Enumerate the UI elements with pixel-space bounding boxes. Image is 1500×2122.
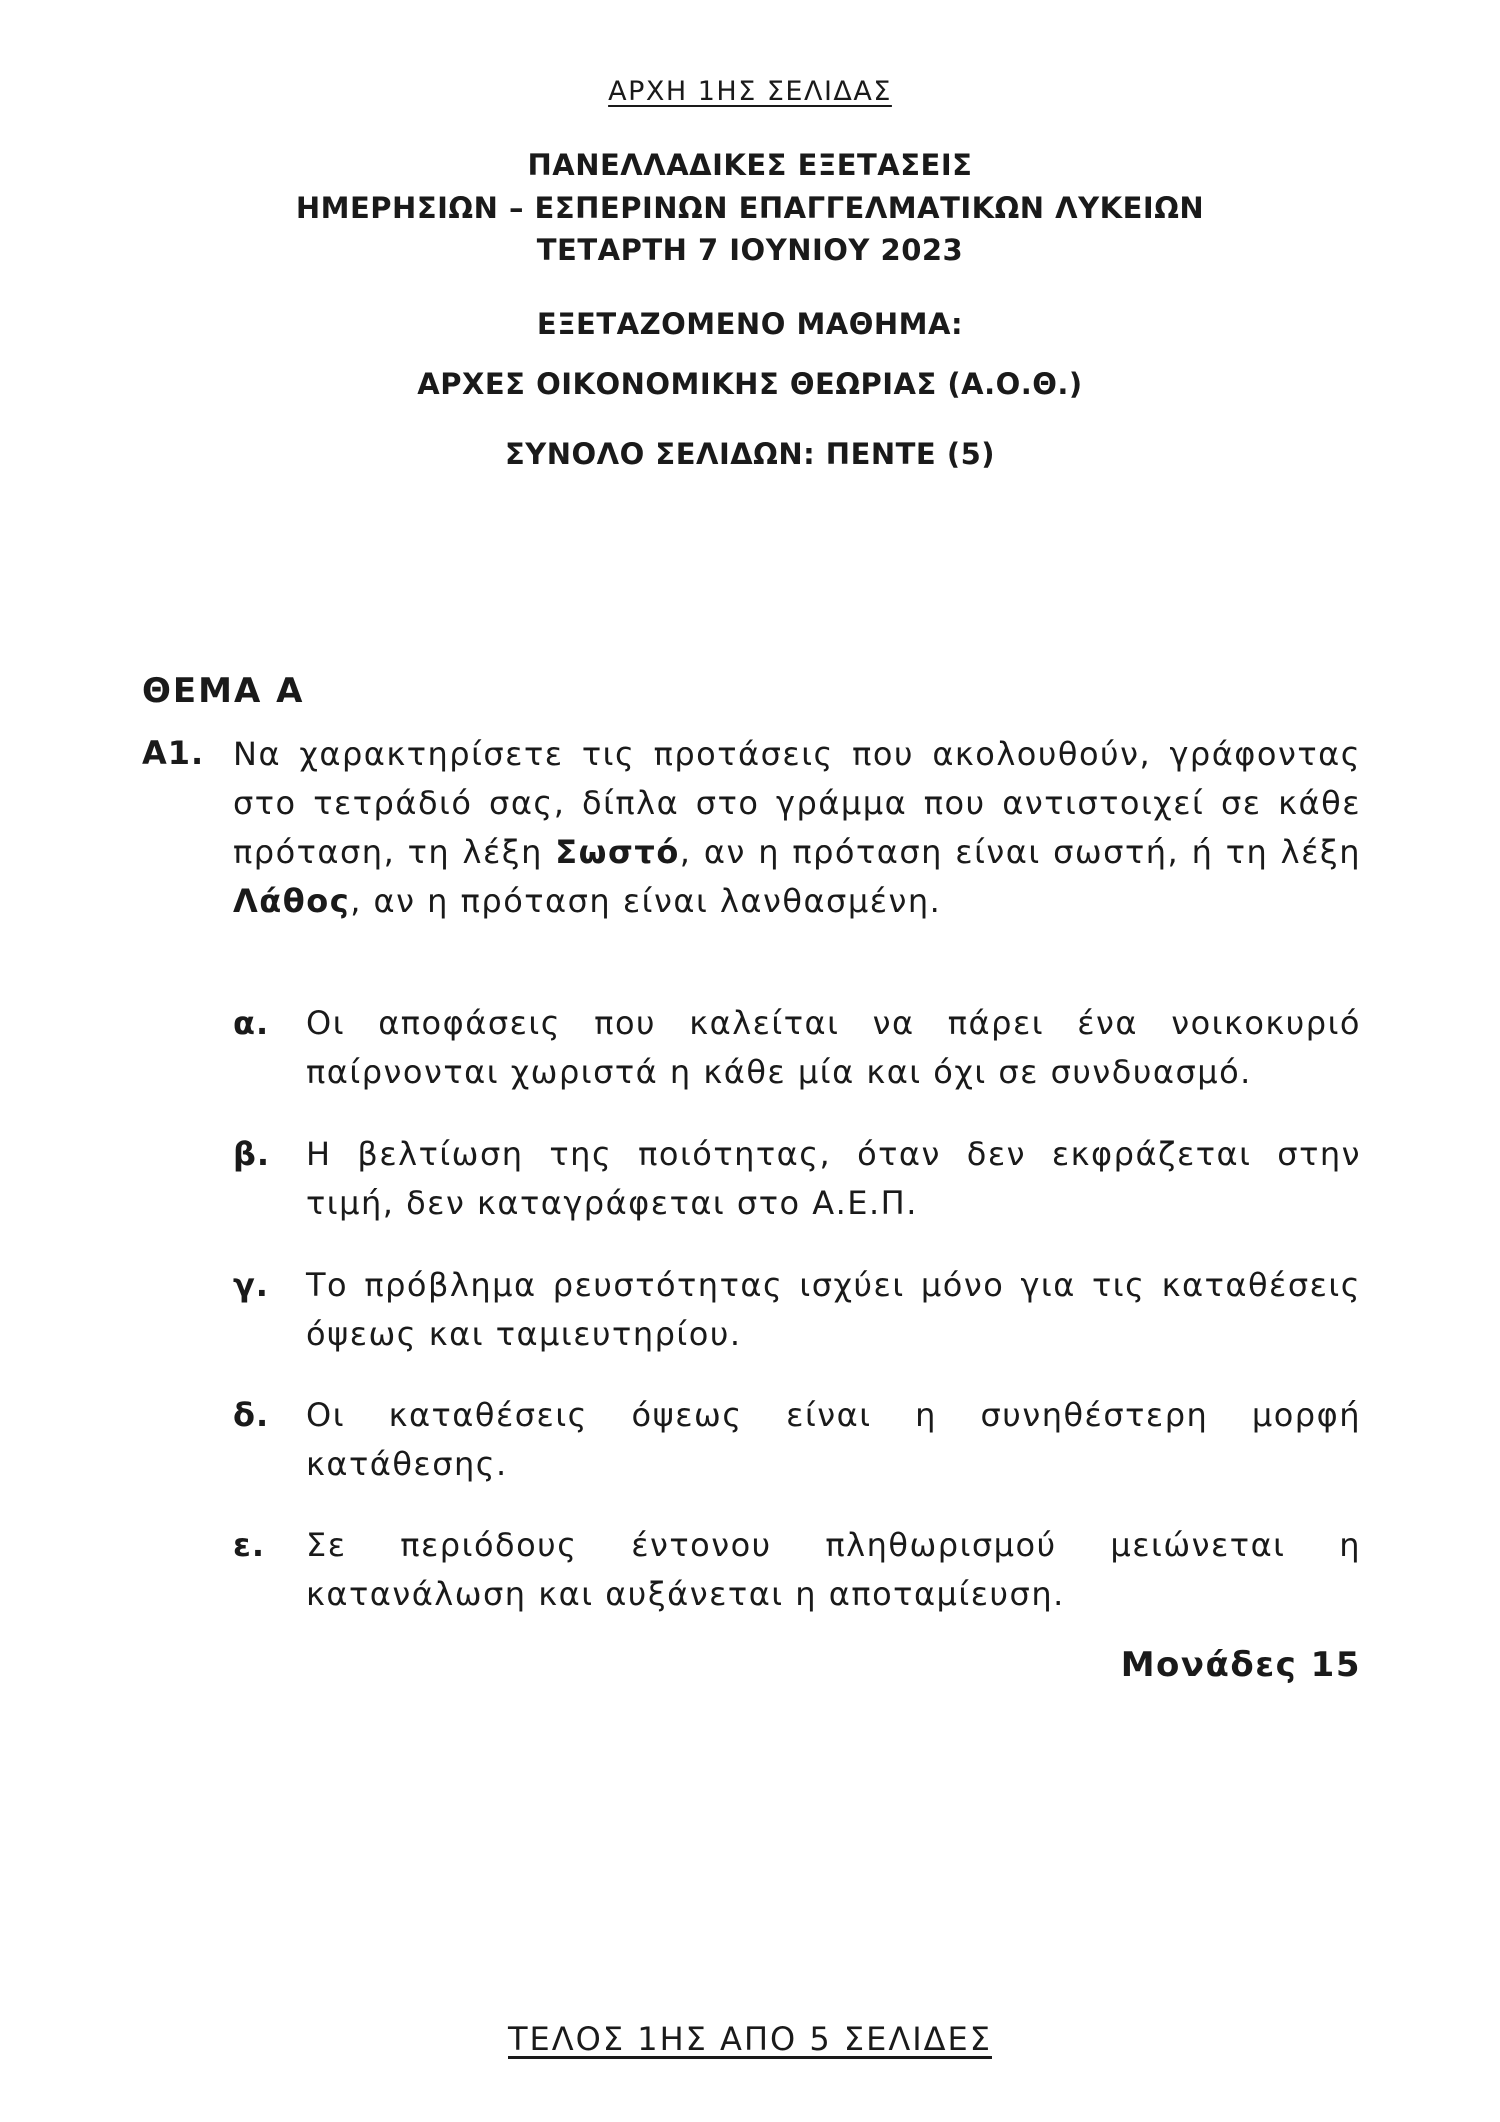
subject-name: ΑΡΧΕΣ ΟΙΚΟΝΟΜΙΚΗΣ ΘΕΩΡΙΑΣ (Α.Ο.Θ.): [417, 367, 1083, 401]
word-correct: Σωστό: [555, 833, 680, 871]
item-text: Το πρόβλημα ρευστότητας ισχύει μόνο για τις καταθέσεις όψεως και ταμιευτηρίου.: [306, 1266, 1361, 1353]
question-instructions: [233, 730, 1361, 926]
item-marker: ε.: [233, 1526, 265, 1564]
page-end-marker: ΤΕΛΟΣ 1ΗΣ ΑΠΟ 5 ΣΕΛΙΔΕΣ: [508, 2020, 992, 2058]
exam-title: ΠΑΝΕΛΛΑΔΙΚΕΣ ΕΞΕΤΑΣΕΙΣ: [527, 148, 973, 182]
item-marker: β.: [233, 1135, 271, 1173]
item-marker: α.: [233, 1004, 270, 1042]
item-marker: γ.: [233, 1266, 269, 1304]
word-wrong: Λάθος: [233, 882, 351, 920]
item-text: Οι καταθέσεις όψεως είναι η συνηθέστερη μορφή κατάθεσης.: [306, 1396, 1361, 1483]
instructions-part-3: , αν η πρόταση είναι λανθασμένη.: [350, 882, 942, 920]
page-start-marker: ΑΡΧΗ 1ΗΣ ΣΕΛΙΔΑΣ: [608, 76, 892, 107]
item-text: Η βελτίωση της ποιότητας, όταν δεν εκφράζεται στην τιμή, δεν καταγράφεται στο Α.Ε.Π.: [306, 1135, 1361, 1222]
points-value: Μονάδες 15: [1120, 1645, 1361, 1685]
subject-label: ΕΞΕΤΑΖΟΜΕΝΟ ΜΑΘΗΜΑ:: [536, 307, 964, 341]
exam-date: ΤΕΤΑΡΤΗ 7 ΙΟΥΝΙΟΥ 2023: [536, 233, 964, 267]
total-pages: ΣΥΝΟΛΟ ΣΕΛΙΔΩΝ: ΠΕΝΤΕ (5): [504, 437, 996, 471]
instructions-part-2: , αν η πρόταση είναι σωστή, ή τη λέξη: [679, 833, 1362, 871]
instructions-part-1: Να χαρακτηρίσετε τις προτάσεις που ακολουθούν, γράφοντας στο τετράδιό σας, δίπλα στο γράμμα που αντιστοιχεί σε κάθε πρόταση, τη λέξη: [233, 735, 1361, 871]
item-text: Οι αποφάσεις που καλείται να πάρει ένα νοικοκυριό παίρνονται χωριστά η κάθε μία και όχι σε συνδυασμό.: [306, 1004, 1361, 1091]
item-marker: δ.: [233, 1396, 270, 1434]
section-title: ΘΕΜΑ Α: [142, 671, 305, 711]
question-label: Α1.: [142, 734, 205, 772]
exam-school-type: ΗΜΕΡΗΣΙΩΝ – ΕΣΠΕΡΙΝΩΝ ΕΠΑΓΓΕΛΜΑΤΙΚΩΝ ΛΥΚΕΙΩΝ: [295, 191, 1205, 225]
item-text: Σε περιόδους έντονου πληθωρισμού μειώνεται η κατανάλωση και αυξάνεται η αποταμίευση.: [306, 1526, 1361, 1613]
